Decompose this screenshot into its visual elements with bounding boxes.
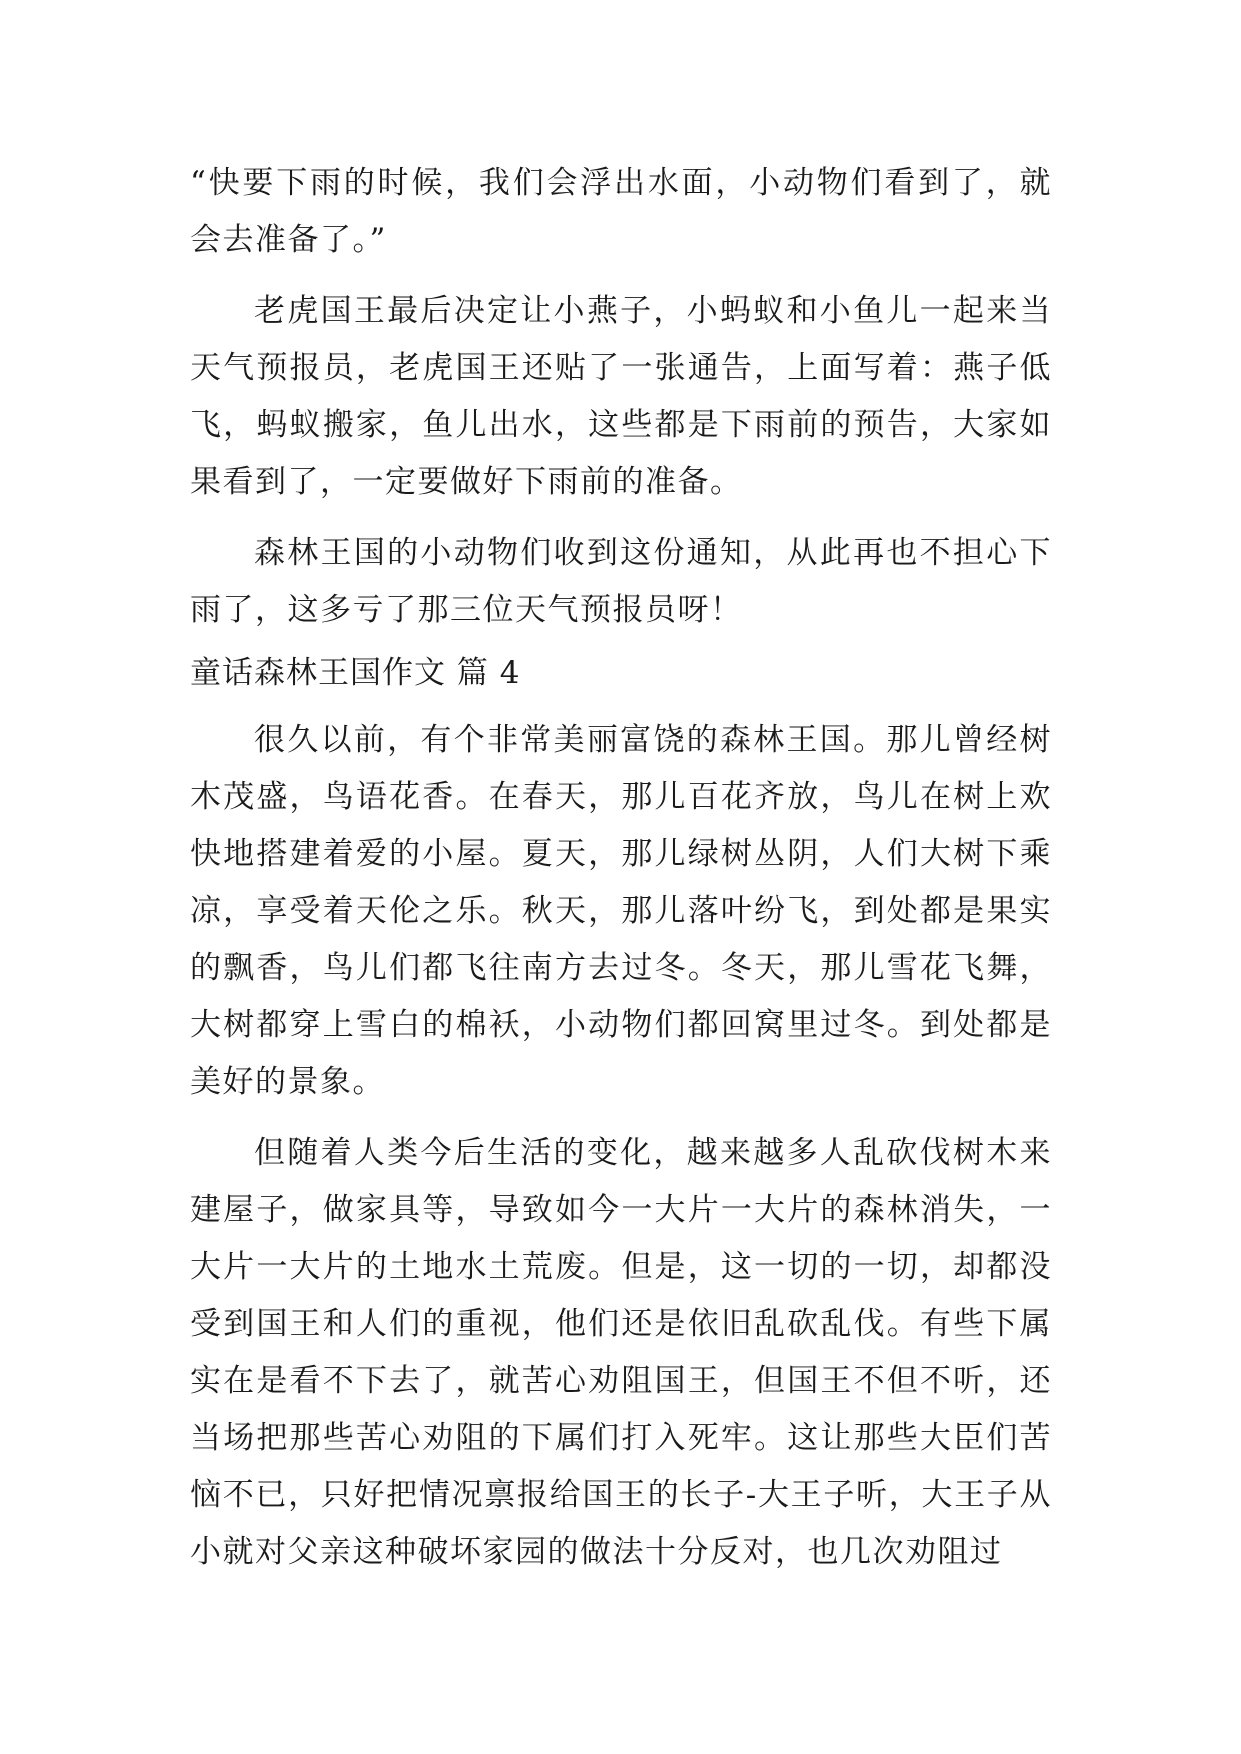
paragraph-quote: “快要下雨的时候，我们会浮出水面，小动物们看到了，就会去准备了。”: [190, 165, 1052, 258]
paragraph-tiger-king: 老虎国王最后决定让小燕子，小蚂蚁和小鱼儿一起来当天气预报员，老虎国王还贴了一张通告，上面写着：燕子低飞，蚂蚁搬家，鱼儿出水，这些都是下雨前的预告，大家如果看到了，一定要做好下雨前的准备。: [190, 293, 1052, 500]
section-heading: 童话森林王国作文 篇 4: [190, 655, 521, 691]
paragraph-long-ago: 很久以前，有个非常美丽富饶的森林王国。那儿曾经树木茂盛，鸟语花香。在春天，那儿百花齐放，鸟儿在树上欢快地搭建着爱的小屋。夏天，那儿绿树丛阴，人们大树下乘凉，享受着天伦之乐。秋天，那儿落叶纷飞，到处都是果实的飘香，鸟儿们都飞往南方去过冬。冬天，那儿雪花飞舞，大树都穿上雪白的棉袄，小动物们都回窝里过冬。到处都是美好的景象。: [190, 722, 1052, 1100]
paragraph-forest-animals: 森林王国的小动物们收到这份通知，从此再也不担心下雨了，这多亏了那三位天气预报员呀！: [190, 535, 1052, 628]
paragraph-human-change: 但随着人类今后生活的变化，越来越多人乱砍伐树木来建屋子，做家具等，导致如今一大片一大片的森林消失，一大片一大片的土地水土荒废。但是，这一切的一切，却都没受到国王和人们的重视，他们还是依旧乱砍乱伐。有些下属实在是看不下去了，就苦心劝阻国王，但国王不但不听，还当场把那些苦心劝阻的下属们打入死牢。这让那些大臣们苦恼不已，只好把情况禀报给国王的长子-大王子听，大王子从小就对父亲这种破坏家园的做法十分反对，也几次劝阻过: [190, 1135, 1052, 1570]
document-body: [190, 155, 1052, 1595]
